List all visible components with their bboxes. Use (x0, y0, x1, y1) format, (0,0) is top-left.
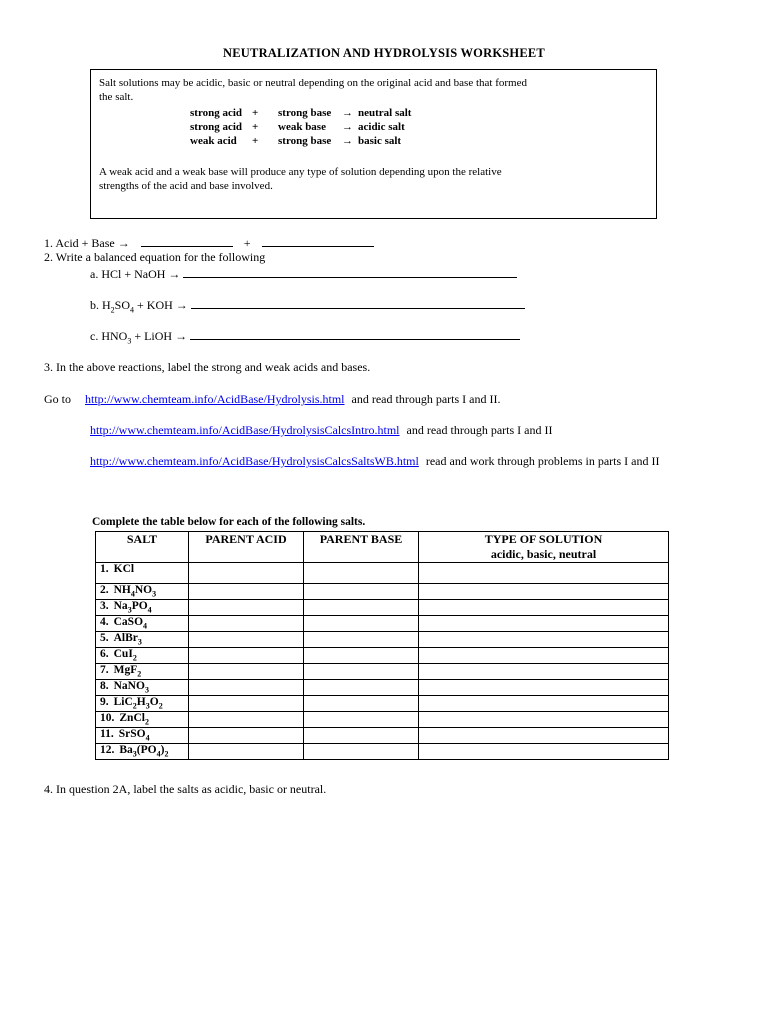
salt-cell (96, 563, 189, 584)
salt-formula-subscript: 4 (145, 733, 150, 743)
salt-cell (96, 664, 189, 680)
salt-formula-subscript: 3 (137, 637, 142, 647)
solution-type-cell[interactable] (419, 664, 669, 680)
parent-base-cell[interactable] (304, 696, 419, 712)
salt-formula-subscript: 2 (164, 749, 169, 759)
header-type-subtitle: acidic, basic, neutral (490, 547, 597, 561)
parent-acid-cell[interactable] (189, 632, 304, 648)
rule-acid: strong acid (190, 121, 243, 133)
question-2b-sub-2: 4 (130, 305, 135, 315)
header-salt: SALT (96, 532, 189, 563)
goto-instruction: and read through parts I and II (406, 423, 553, 437)
question-2b (90, 297, 525, 314)
question-2c (90, 328, 520, 345)
parent-acid-cell[interactable] (189, 584, 304, 600)
rule-row-3 (190, 134, 401, 148)
parent-base-cell[interactable] (304, 648, 419, 664)
header-parent-base: PARENT BASE (304, 532, 419, 563)
table-row (96, 616, 669, 632)
solution-type-cell[interactable] (419, 584, 669, 600)
question-1-text: 1. Acid + Base → (44, 236, 130, 250)
salt-cell (96, 632, 189, 648)
parent-base-cell[interactable] (304, 600, 419, 616)
question-2c-sub: 3 (127, 336, 132, 346)
salt-number: 12. (100, 744, 115, 756)
header-type-label: TYPE OF SOLUTION (484, 532, 603, 546)
solution-type-cell[interactable] (419, 616, 669, 632)
intro-note-2: strengths of the acid and base involved. (99, 180, 273, 192)
salt-formula-subscript: 3 (152, 589, 157, 599)
salt-formula-part: PO (131, 600, 148, 612)
rule-result: neutral salt (358, 107, 412, 119)
question-2b-mid: SO (114, 298, 131, 312)
intro-note-1: A weak acid and a weak base will produce any type of solution depending upon the relative (99, 166, 502, 178)
rule-acid: strong acid (190, 107, 243, 119)
chemteam-salts-wb-link[interactable]: http://www.chemteam.info/AcidBase/HydrolysisCalcsSaltsWB.html (90, 454, 419, 468)
salt-formula-subscript: 3 (145, 701, 150, 711)
solution-type-cell[interactable] (419, 648, 669, 664)
answer-blank[interactable] (262, 235, 374, 247)
solution-type-cell[interactable] (419, 696, 669, 712)
header-type-of-solution (419, 532, 669, 563)
goto-row-3 (90, 454, 659, 469)
salt-formula-subscript: 4 (143, 621, 148, 631)
salt-formula-part: Ba (119, 744, 133, 756)
intro-line-2: the salt. (99, 91, 134, 103)
rule-arrow: → (342, 121, 353, 133)
goto-row-1 (44, 392, 500, 407)
salt-formula-subscript: 3 (127, 605, 132, 615)
salt-formula-part: LiC (113, 696, 133, 708)
parent-acid-cell[interactable] (189, 728, 304, 744)
question-1-plus: + (243, 236, 251, 250)
rule-base: strong base (278, 107, 332, 119)
parent-acid-cell[interactable] (189, 616, 304, 632)
parent-base-cell[interactable] (304, 664, 419, 680)
salt-formula-part: AlBr (113, 632, 138, 644)
table-row (96, 696, 669, 712)
parent-acid-cell[interactable] (189, 712, 304, 728)
rule-result: acidic salt (358, 121, 405, 133)
chemteam-calcs-intro-link[interactable]: http://www.chemteam.info/AcidBase/HydrolysisCalcsIntro.html (90, 423, 400, 437)
goto-instruction: and read through parts I and II. (351, 392, 501, 406)
rule-base: weak base (278, 121, 326, 133)
salt-formula-subscript: 2 (144, 717, 149, 727)
table-row (96, 712, 669, 728)
solution-type-cell[interactable] (419, 712, 669, 728)
question-2a-text: a. HCl + NaOH → (90, 267, 181, 281)
question-4: 4. In question 2A, label the salts as acidic, basic or neutral. (44, 782, 327, 796)
rule-row-2 (190, 120, 405, 134)
salt-formula-subscript: 2 (158, 701, 163, 711)
salt-formula-subscript: 2 (132, 653, 137, 663)
goto-label: Go to (44, 392, 71, 406)
goto-row-2 (90, 423, 552, 438)
solution-type-cell[interactable] (419, 728, 669, 744)
question-2b-sub-1: 2 (110, 305, 115, 315)
salt-number: 3. (100, 600, 109, 612)
parent-base-cell[interactable] (304, 712, 419, 728)
answer-blank[interactable] (141, 235, 233, 247)
salt-formula-part: ) (160, 744, 165, 756)
chemteam-hydrolysis-link[interactable]: http://www.chemteam.info/AcidBase/Hydrolysis.html (85, 392, 345, 406)
salt-cell (96, 696, 189, 712)
salt-formula-part: NaNO (113, 680, 145, 692)
parent-base-cell[interactable] (304, 744, 419, 760)
answer-blank[interactable] (191, 297, 525, 309)
solution-type-cell[interactable] (419, 632, 669, 648)
table-row (96, 632, 669, 648)
salt-number: 2. (100, 584, 109, 596)
table-caption: Complete the table below for each of the following salts. (92, 516, 366, 528)
salt-formula-part: O (149, 696, 159, 708)
solution-type-cell[interactable] (419, 680, 669, 696)
salt-formula-subscript: 2 (137, 669, 142, 679)
solution-type-cell[interactable] (419, 563, 669, 584)
salt-cell (96, 712, 189, 728)
salt-cell (96, 648, 189, 664)
salt-number: 9. (100, 696, 109, 708)
salt-cell (96, 744, 189, 760)
salt-formula-part: NH (113, 584, 131, 596)
salt-number: 4. (100, 616, 109, 628)
intro-line-1: Salt solutions may be acidic, basic or neutral depending on the original acid and base that formed (99, 77, 527, 89)
salt-formula-subscript: 4 (147, 605, 152, 615)
rule-plus: + (252, 135, 259, 147)
salt-cell (96, 728, 189, 744)
salt-cell (96, 616, 189, 632)
answer-blank[interactable] (183, 266, 517, 278)
parent-acid-cell[interactable] (189, 600, 304, 616)
answer-blank[interactable] (190, 328, 520, 340)
parent-base-cell[interactable] (304, 563, 419, 584)
salt-formula-part: H (136, 696, 146, 708)
parent-acid-cell[interactable] (189, 664, 304, 680)
salt-formula-part: KCl (113, 563, 135, 575)
rule-arrow: → (342, 135, 353, 147)
parent-acid-cell[interactable] (189, 744, 304, 760)
salt-number: 1. (100, 563, 109, 575)
salt-number: 7. (100, 664, 109, 676)
salt-formula-part: Na (113, 600, 128, 612)
salts-table (95, 531, 669, 760)
question-2c-suffix: + LiOH → (131, 329, 188, 343)
question-3: 3. In the above reactions, label the strong and weak acids and bases. (44, 360, 371, 374)
rule-plus: + (252, 107, 259, 119)
salt-number: 11. (100, 728, 114, 740)
parent-base-cell[interactable] (304, 680, 419, 696)
salt-formula-part: MgF (113, 664, 138, 676)
table-row (96, 648, 669, 664)
salt-number: 6. (100, 648, 109, 660)
solution-type-cell[interactable] (419, 600, 669, 616)
table-body (96, 563, 669, 760)
salt-formula-subscript: 4 (130, 589, 135, 599)
salt-formula-subscript: 3 (132, 749, 137, 759)
salt-formula-subscript: 3 (144, 685, 149, 695)
rule-row-1 (190, 106, 411, 120)
parent-acid-cell[interactable] (189, 563, 304, 584)
question-2b-prefix: b. H (90, 298, 111, 312)
parent-base-cell[interactable] (304, 584, 419, 600)
rule-acid: weak acid (190, 135, 237, 147)
worksheet-title: NEUTRALIZATION AND HYDROLYSIS WORKSHEET (223, 46, 545, 60)
parent-acid-cell[interactable] (189, 696, 304, 712)
parent-base-cell[interactable] (304, 728, 419, 744)
rule-result: basic salt (358, 135, 402, 147)
table-row (96, 728, 669, 744)
salt-number: 5. (100, 632, 109, 644)
salt-number: 10. (100, 712, 115, 724)
header-parent-acid: PARENT ACID (189, 532, 304, 563)
parent-acid-cell[interactable] (189, 648, 304, 664)
goto-instruction: read and work through problems in parts I and II (425, 454, 660, 468)
salt-cell (96, 680, 189, 696)
parent-acid-cell[interactable] (189, 680, 304, 696)
table-header-row (96, 532, 669, 563)
salt-cell (96, 584, 189, 600)
table-row (96, 664, 669, 680)
table-row (96, 680, 669, 696)
parent-base-cell[interactable] (304, 632, 419, 648)
question-2c-prefix: c. HNO (90, 329, 128, 343)
salt-formula-part: CuI (113, 648, 133, 660)
salt-formula-part: SrSO (118, 728, 146, 740)
salt-formula-part: CaSO (113, 616, 144, 628)
salt-formula-subscript: 2 (132, 701, 137, 711)
table-row (96, 563, 669, 584)
salt-number: 8. (100, 680, 109, 692)
question-2b-suffix: + KOH → (134, 298, 188, 312)
table-row (96, 600, 669, 616)
rule-arrow: → (342, 107, 353, 119)
question-1 (44, 235, 374, 251)
rule-plus: + (252, 121, 259, 133)
salt-formula-subscript: 4 (156, 749, 161, 759)
parent-base-cell[interactable] (304, 616, 419, 632)
question-2: 2. Write a balanced equation for the following (44, 250, 266, 264)
table-row (96, 744, 669, 760)
table-row (96, 584, 669, 600)
salt-formula-part: NO (134, 584, 153, 596)
solution-type-cell[interactable] (419, 744, 669, 760)
salt-formula-part: ZnCl (119, 712, 145, 724)
rule-base: strong base (278, 135, 332, 147)
salt-cell (96, 600, 189, 616)
question-2a (90, 266, 517, 282)
salt-formula-part: (PO (136, 744, 157, 756)
